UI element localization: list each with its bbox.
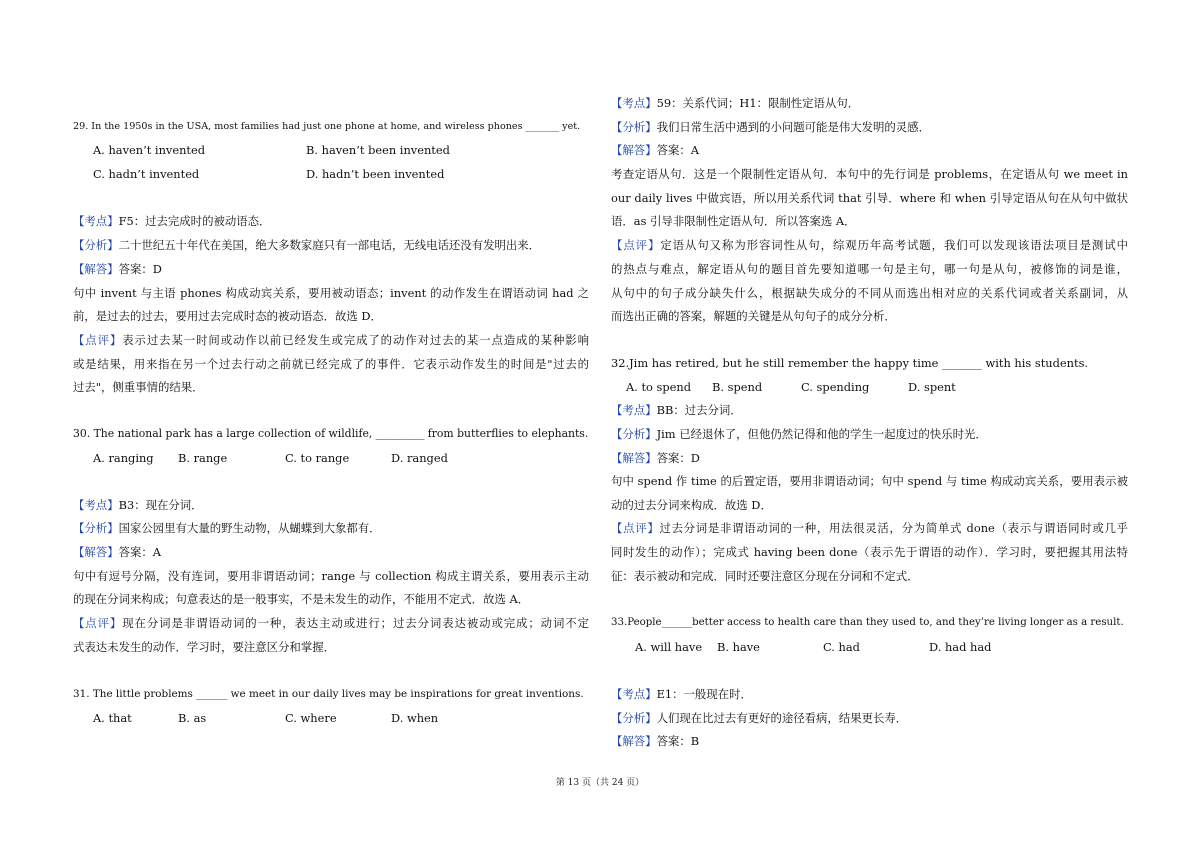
- dianping-line: 过去"，侧重事情的结果．: [73, 380, 204, 394]
- fenxi-tag: 【分析】: [611, 427, 657, 441]
- option-a: A. haven’t invented: [93, 143, 206, 157]
- dianping-line: 同时发生的动作）；完成式 having been done（表示先于谓语的动作）．学习时，要把握其用法特: [611, 545, 1128, 559]
- kaodian-text: E1：一般现在时．: [656, 687, 752, 701]
- dianping-tag: 【点评】: [611, 238, 661, 252]
- fenxi-tag: 【分析】: [611, 711, 657, 725]
- jieda-tag: 【解答】: [611, 451, 657, 465]
- option-a: A. that: [93, 711, 132, 725]
- option-c: C. hadn’t invented: [93, 167, 200, 181]
- page-footer: 第 13 页（共 24 页）: [555, 778, 645, 788]
- fenxi-30: [73, 520, 381, 536]
- options-33: [611, 639, 1128, 655]
- jieda-31: [611, 142, 699, 158]
- question-30: 30. The national park has a large collection of wildlife, _________ from butterflies to elephants.: [73, 427, 589, 440]
- fenxi-32: [611, 426, 987, 442]
- dianping-text: 表示过去某一时间或动作以前已经发生或完成了的动作对过去的某一点造成的某种影响: [122, 333, 589, 347]
- kaodian-tag: 【考点】: [611, 403, 657, 417]
- options-32: [611, 379, 1128, 395]
- explanation-line: 的现在分词来构成；句意表达的是一般事实，不是未发生的动作，不能用不定式．故选 A．: [73, 592, 530, 606]
- dianping-line: 或是结果，用来指在另一个过去行动之前就已经完成了的事件．它表示动作发生的时间是"过去的: [73, 357, 589, 371]
- kaodian-31: [611, 95, 859, 111]
- fenxi-text: 人们现在比过去有更好的途径看病，结果更长寿．: [656, 711, 908, 725]
- option-c: C. spending: [801, 380, 870, 394]
- kaodian-text: B3：现在分词．: [118, 498, 203, 512]
- fenxi-31: [611, 119, 930, 135]
- option-d: D. spent: [908, 380, 956, 394]
- dianping-31: [611, 237, 1128, 253]
- dianping-line: 从句中的句子成分缺失什么，根据缺失成分的不同从而选出相对应的关系代词或者关系副词，从: [611, 286, 1128, 300]
- dianping-text: 现在分词是非谓语动词的一种，表达主动或进行；过去分词表达被动或完成；动词不定: [122, 616, 589, 630]
- jieda-text: 答案：D: [656, 451, 700, 465]
- explanation-line: 考查定语从句．这是一个限制性定语从句．本句中的先行词是 problems，在定语从句 we meet in: [611, 167, 1128, 181]
- jieda-tag: 【解答】: [73, 262, 119, 276]
- explanation-line: 语．as 引导非限制性定语从句．所以答案选 A．: [611, 214, 856, 228]
- jieda-30: [73, 544, 161, 560]
- dianping-32: [611, 520, 1128, 536]
- option-c: C. to range: [285, 451, 350, 465]
- option-c: C. had: [823, 640, 860, 654]
- fenxi-text: 二十世纪五十年代在美国，绝大多数家庭只有一部电话，无线电话还没有发明出来．: [118, 238, 541, 252]
- option-d: D. hadn’t been invented: [306, 167, 445, 181]
- option-a: A. ranging: [93, 451, 154, 465]
- option-b: B. as: [178, 711, 207, 725]
- jieda-text: 答案：A: [118, 545, 161, 559]
- dianping-29: [73, 332, 589, 348]
- dianping-line: 征：表示被动和完成．同时还要注意区分现在分词和不定式．: [611, 569, 919, 583]
- jieda-tag: 【解答】: [73, 545, 119, 559]
- options-30: [73, 450, 589, 466]
- fenxi-tag: 【分析】: [73, 238, 119, 252]
- dianping-tag: 【点评】: [611, 521, 660, 535]
- kaodian-text: F5：过去完成时的被动语态．: [118, 214, 271, 228]
- jieda-tag: 【解答】: [611, 734, 657, 748]
- fenxi-33: [611, 710, 907, 726]
- option-b: B. haven’t been invented: [306, 143, 450, 157]
- kaodian-tag: 【考点】: [611, 687, 657, 701]
- explanation-line: 句中 invent 与主语 phones 构成动宾关系，要用被动语态；invent 的动作发生在谓语动词 had 之: [73, 286, 589, 300]
- explanation-line: 动的过去分词来构成．故选 D．: [611, 498, 772, 512]
- dianping-line: 式表达未发生的动作．学习时，要注意区分和掌握．: [73, 640, 335, 654]
- fenxi-tag: 【分析】: [73, 521, 119, 535]
- kaodian-text: BB：过去分词．: [656, 403, 742, 417]
- explanation-line: our daily lives 中做宾语，所以用关系代词 that 引导．where 和 when 引导定语从句在从句中做状: [611, 191, 1128, 205]
- option-a: A. to spend: [626, 380, 692, 394]
- explanation-line: 句中 spend 作 time 的后置定语，要用非谓语动词；句中 spend 与 time 构成动宾关系，要用表示被: [611, 474, 1128, 488]
- jieda-text: 答案：B: [656, 734, 700, 748]
- dianping-text: 定语从句又称为形容词性从句，综观历年高考试题，我们可以发现该语法项目是测试中: [660, 238, 1128, 252]
- option-b: B. have: [717, 640, 760, 654]
- option-d: D. when: [391, 711, 439, 725]
- option-d: D. ranged: [391, 451, 448, 465]
- kaodian-30: [73, 497, 203, 513]
- jieda-text: 答案：D: [118, 262, 162, 276]
- options-29-row2: [73, 166, 589, 182]
- fenxi-tag: 【分析】: [611, 120, 657, 134]
- question-29: 29. In the 1950s in the USA, most families had just one phone at home, and wireless phones _______ yet.: [73, 121, 581, 132]
- kaodian-tag: 【考点】: [73, 214, 119, 228]
- jieda-tag: 【解答】: [611, 143, 657, 157]
- question-33: 33.People______better access to health care than they used to, and they’re living longer as a result.: [611, 617, 1124, 628]
- options-31: [73, 710, 589, 726]
- fenxi-text: 国家公园里有大量的野生动物，从蝴蝶到大象都有．: [118, 521, 381, 535]
- jieda-text: 答案：A: [656, 143, 699, 157]
- option-c: C. where: [285, 711, 337, 725]
- kaodian-33: [611, 686, 752, 702]
- fenxi-text: Jim 已经退休了，但他仍然记得和他的学生一起度过的快乐时光．: [656, 427, 987, 441]
- explanation-line: 前，是过去的过去，要用过去完成时态的被动语态．故选 D．: [73, 309, 382, 323]
- kaodian-32: [611, 402, 742, 418]
- explanation-line: 句中有逗号分隔，没有连词，要用非谓语动词；range 与 collection 构成主谓关系，要用表示主动: [73, 569, 589, 583]
- question-32: 32.Jim has retired, but he still remember the happy time _______ with his students.: [611, 356, 1089, 370]
- kaodian-tag: 【考点】: [611, 96, 657, 110]
- dianping-line: 的热点与难点，解定语从句的题目首先要知道哪一句是主句，哪一句是从句，被修饰的词是谁，: [611, 262, 1128, 276]
- dianping-30: [73, 615, 589, 631]
- dianping-tag: 【点评】: [73, 616, 123, 630]
- dianping-tag: 【点评】: [73, 333, 123, 347]
- dianping-text: 过去分词是非谓语动词的一种，用法很灵活，分为简单式 done（表示与谓语同时或几乎: [659, 521, 1128, 535]
- option-a: A. will have: [635, 640, 703, 654]
- jieda-32: [611, 450, 700, 466]
- kaodian-tag: 【考点】: [73, 498, 119, 512]
- fenxi-text: 我们日常生活中遇到的小问题可能是伟大发明的灵感．: [656, 120, 930, 134]
- option-b: B. range: [178, 451, 228, 465]
- option-d: D. had had: [929, 640, 992, 654]
- jieda-29: [73, 261, 162, 277]
- question-31: 31. The little problems ______ we meet in our daily lives may be inspirations for great inventions.: [73, 688, 584, 700]
- kaodian-29: [73, 213, 270, 229]
- options-29: [73, 142, 589, 158]
- dianping-line: 而选出正确的答案，解题的关键是从句句子的成分分析．: [611, 309, 896, 323]
- jieda-33: [611, 733, 699, 749]
- fenxi-29: [73, 237, 540, 253]
- kaodian-text: 59：关系代词；H1：限制性定语从句．: [656, 96, 860, 110]
- option-b: B. spend: [712, 380, 763, 394]
